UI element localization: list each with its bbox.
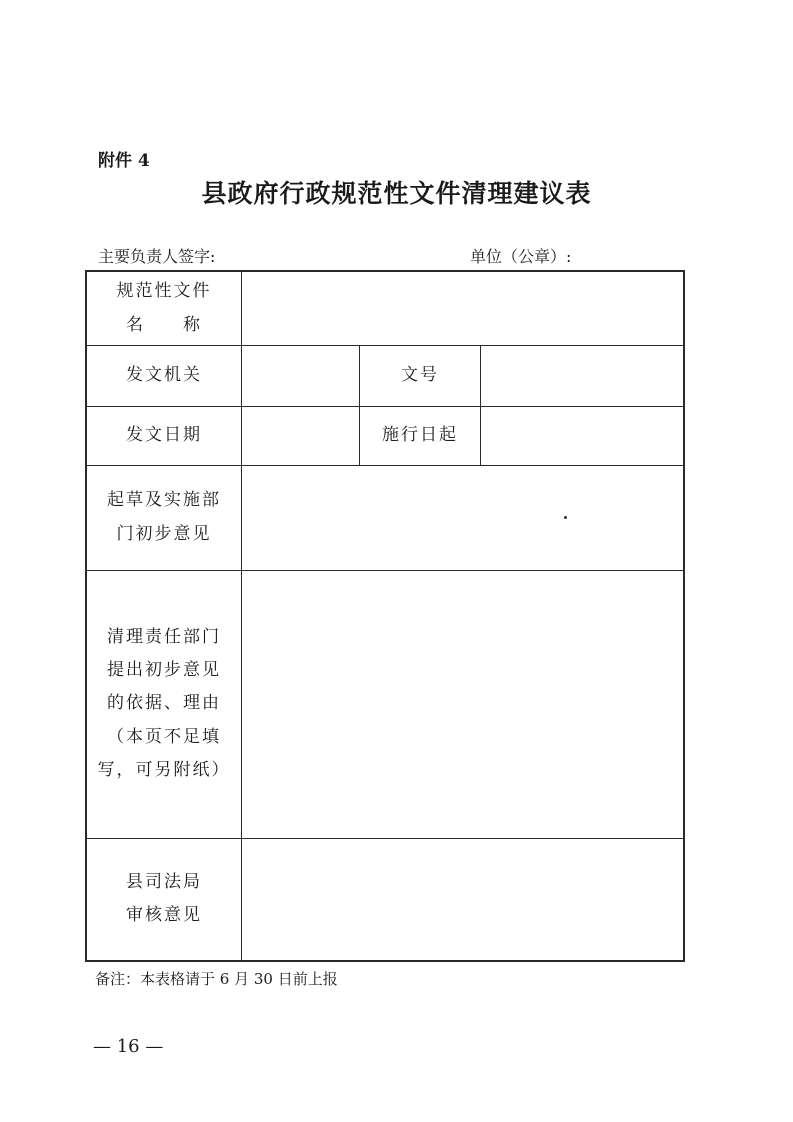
- justice-review-label: 县司法局 审核意见: [126, 871, 202, 925]
- doc-name-field[interactable]: [242, 272, 683, 345]
- issuing-org-label: 发文机关: [126, 364, 202, 385]
- footnote: 备注：本表格请于 6 月 30 日前上报: [95, 970, 338, 988]
- unit-seal-label: 单位（公章）:: [470, 247, 572, 266]
- draft-opinion-label-cell: [87, 465, 241, 570]
- issue-date-label: 发文日期: [126, 424, 202, 445]
- attachment-label: 附件 4: [98, 151, 150, 171]
- issue-date-field[interactable]: [242, 406, 359, 465]
- doc-number-field[interactable]: [481, 345, 683, 406]
- doc-number-label-cell: [360, 345, 480, 406]
- issuing-org-label-cell: [87, 345, 241, 406]
- issue-date-label-cell: [87, 406, 241, 465]
- cleanup-basis-label-cell: [87, 570, 241, 838]
- cleanup-basis-label: 清理责任部门 提出初步意见 的依据、理由 （本页不足填 写，可另附纸）: [97, 627, 231, 780]
- doc-name-label: 规范性文件 名 称: [116, 281, 212, 335]
- draft-opinion-field[interactable]: [242, 465, 683, 570]
- scan-speck: [564, 516, 567, 519]
- effective-date-label-cell: [360, 406, 480, 465]
- effective-date-label: 施行日起: [382, 424, 458, 445]
- cleanup-basis-field[interactable]: [242, 570, 683, 838]
- issuing-org-field[interactable]: [242, 345, 359, 406]
- justice-review-field[interactable]: [242, 838, 683, 960]
- cleanup-suggestion-form: [85, 270, 685, 962]
- doc-number-label: 文号: [401, 364, 439, 385]
- responsible-signature-label: 主要负责人签字:: [98, 247, 216, 266]
- page-title: 县政府行政规范性文件清理建议表: [201, 179, 592, 208]
- effective-date-field[interactable]: [481, 406, 683, 465]
- doc-name-label-cell: [87, 272, 241, 345]
- justice-review-label-cell: [87, 838, 241, 960]
- draft-opinion-label: 起草及实施部 门初步意见: [107, 490, 221, 544]
- page-number: — 16 —: [93, 1036, 164, 1057]
